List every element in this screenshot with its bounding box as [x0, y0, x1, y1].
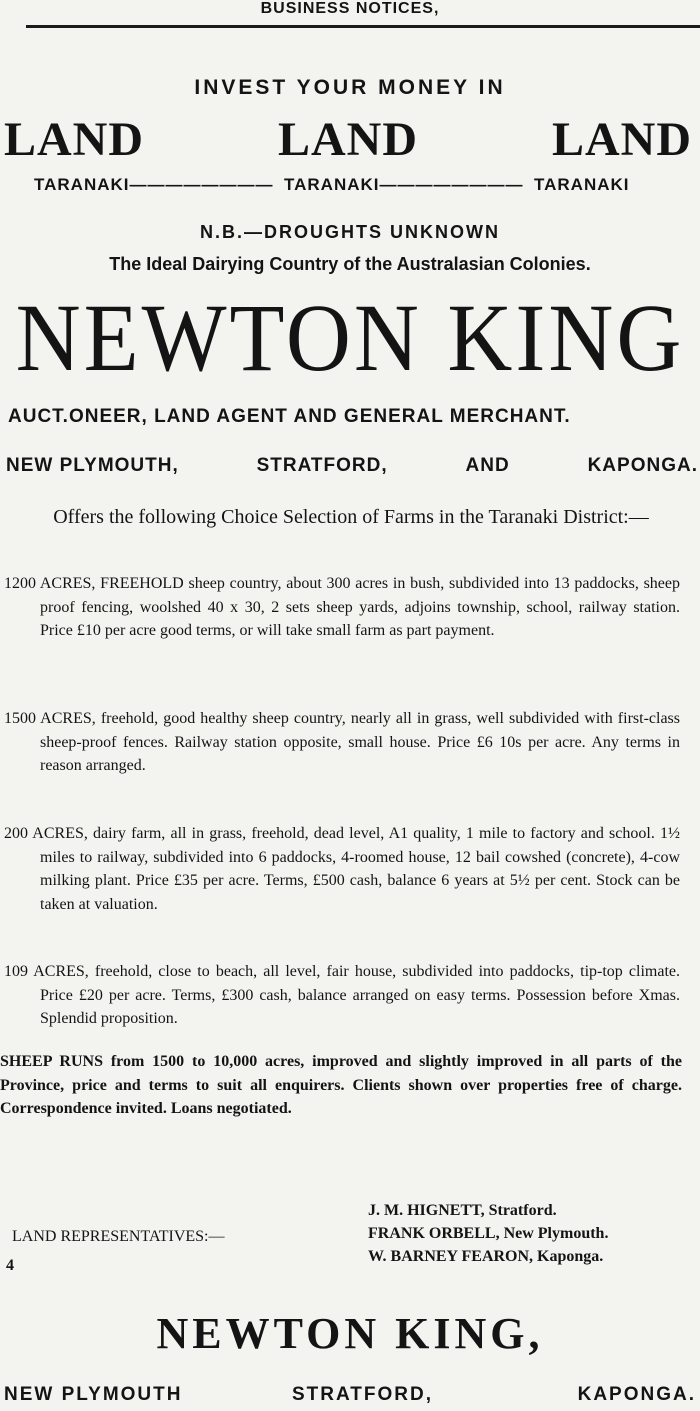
- print-mark: 4: [6, 1257, 14, 1274]
- listing-1200-acres: [4, 572, 680, 643]
- intro-text: Offers the following Choice Selection of Farms in the Taranaki District:—: [53, 506, 649, 528]
- listing-text: 1500 ACRES, freehold, good healthy sheep country, nearly all in grass, well subdivided with first-class sheep-proof fences. Railway station opposite, small house. Price £6 10s per acre. Any terms in reason arranged.: [4, 710, 680, 774]
- listing-200-acres: [4, 822, 680, 916]
- land-word-2: LAND: [278, 113, 419, 166]
- listing-1500-acres: [4, 707, 680, 778]
- footer-town-stratford: STRATFORD,: [292, 1384, 434, 1405]
- town-kaponga: KAPONGA.: [587, 455, 698, 476]
- nb-line: N.B.—DROUGHTS UNKNOWN: [200, 222, 500, 242]
- footer-town-kaponga: KAPONGA.: [577, 1384, 696, 1405]
- sheep-runs-notice: SHEEP RUNS from 1500 to 10,000 acres, improved and slightly improved in all parts of the Province, price and terms to suit all enquirers. Clients shown over properties free of charge. Correspondence invited. Loans negotiated.: [0, 1053, 682, 1117]
- land-word-1: LAND: [4, 113, 145, 166]
- representative-hignett: J. M. HIGNETT, Stratford.: [368, 1202, 557, 1219]
- town-and: AND: [465, 455, 510, 476]
- representative-fearon: W. BARNEY FEARON, Kaponga.: [368, 1248, 604, 1265]
- town-new-plymouth: NEW PLYMOUTH,: [6, 455, 179, 476]
- representatives-label: LAND REPRESENTATIVES:—: [12, 1228, 225, 1245]
- header-rule: [26, 25, 700, 28]
- taranaki-2: TARANAKI————————: [284, 175, 524, 194]
- town-stratford: STRATFORD,: [256, 455, 388, 476]
- occupation: AUCT.ONEER, LAND AGENT AND GENERAL MERCHANT.: [8, 406, 571, 427]
- taranaki-1: TARANAKI————————: [34, 175, 274, 194]
- listing-text: 109 ACRES, freehold, close to beach, all level, fair house, subdivided into paddocks, tip-top climate. Price £20 per acre. Terms, £300 cash, balance arranged on easy terms. Possession before Xmas. Splendid proposition.: [4, 963, 680, 1027]
- company-name: NEWTON KING: [15, 285, 685, 392]
- taranaki-3: TARANAKI: [534, 175, 630, 194]
- ideal-line: The Ideal Dairying Country of the Australasian Colonies.: [109, 254, 591, 274]
- listing-109-acres: [4, 960, 680, 1031]
- representatives-list: [368, 1199, 608, 1268]
- towns-line: [6, 455, 698, 477]
- listing-text: 200 ACRES, dairy farm, all in grass, freehold, dead level, A1 quality, 1 mile to factory and school. 1½ miles to railway, subdivided into 6 paddocks, 4-roomed house, 12 bail cowshed (concrete), 4-cow milking plant. Price £35 per acre. Terms, £500 cash, balance 6 years at 5½ per cent. Stock can be taken at valuation.: [4, 825, 680, 913]
- land-word-3: LAND: [552, 113, 693, 166]
- representative-orbell: FRANK ORBELL, New Plymouth.: [368, 1225, 609, 1242]
- footer-town-new-plymouth: NEW PLYMOUTH: [4, 1384, 183, 1405]
- headline: INVEST YOUR MONEY IN: [194, 76, 506, 99]
- footer-company-name: NEWTON KING,: [156, 1309, 544, 1358]
- section-header: BUSINESS NOTICES,: [260, 0, 440, 17]
- listing-text: 1200 ACRES, FREEHOLD sheep country, about 300 acres in bush, subdivided into 13 paddocks, sheep proof fencing, woolshed 40 x 30, 2 sets sheep yards, adjoins township, school, railway station. Price £10 per acre good terms, or will take small farm as part payment.: [4, 575, 680, 639]
